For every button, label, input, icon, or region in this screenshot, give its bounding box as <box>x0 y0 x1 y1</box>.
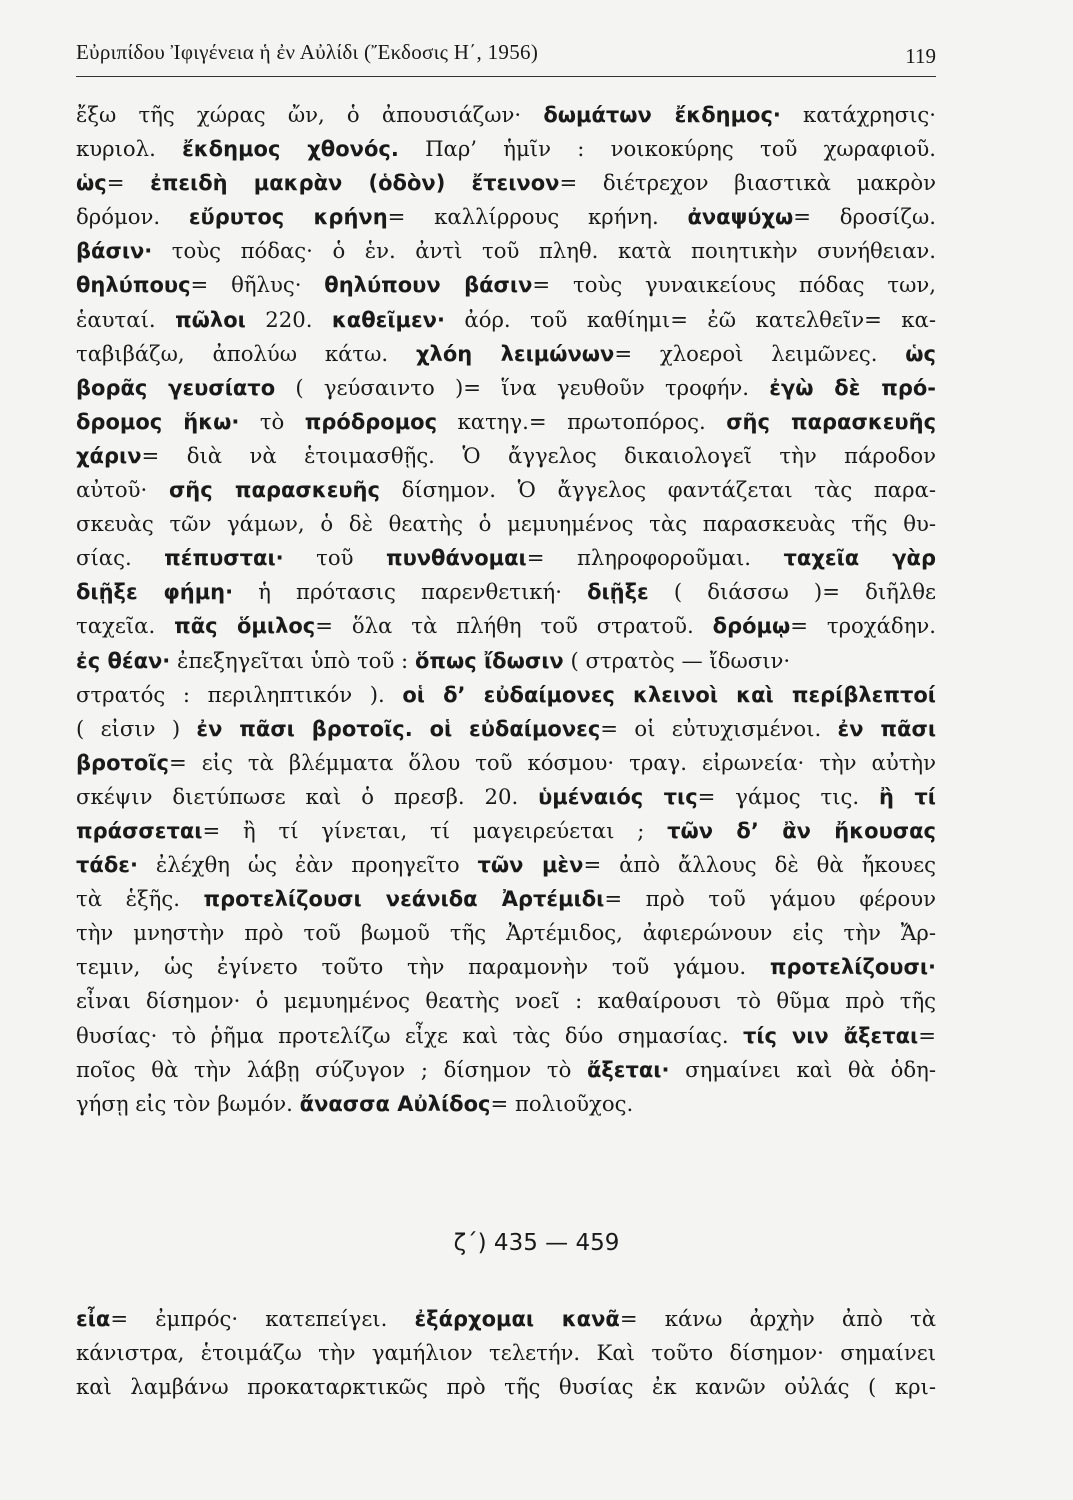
gloss: = θῆλυς· <box>190 272 325 298</box>
gloss: κατάχρησις· <box>780 102 936 127</box>
text-line <box>76 541 936 575</box>
text-line <box>76 268 936 302</box>
lemma: ἐγὼ δὲ πρό- <box>769 375 936 400</box>
gloss: = τοὺς γυναικείους πόδας των, <box>532 272 936 298</box>
gloss: = κάνω ἀρχὴν ἀπὸ τὰ <box>619 1306 936 1331</box>
gloss: = διὰ νὰ ἑτοιμασθῇς. Ὁ ἄγγελος δικαιολογεῖ τὴν πάροδον <box>141 442 936 468</box>
text-line <box>76 166 936 200</box>
text-line <box>76 337 936 371</box>
text-line <box>76 882 936 916</box>
gloss: ποῖος θὰ τὴν λάβῃ σύζυγον ; δίσημον τὸ <box>76 1056 587 1082</box>
text-line <box>76 439 936 473</box>
lemma: πέπυσται· <box>164 546 284 571</box>
lemma: εὔρυτος κρήνη <box>188 205 388 230</box>
gloss: = οἱ εὐτυχισμένοι. <box>600 715 838 741</box>
gloss: ( διάσσω )= διῆλθε <box>648 579 936 605</box>
gloss: = ἐμπρός· κατεπείγει. <box>110 1306 415 1331</box>
gloss: ἐλέχθη ὡς ἐὰν προηγεῖτο <box>137 852 478 878</box>
lemma: ἄνασσα Αὐλίδος <box>299 1091 491 1116</box>
lemma: ταχεῖα γὰρ <box>783 546 937 571</box>
text-line <box>76 575 936 609</box>
gloss: σίας. <box>76 545 165 571</box>
gloss: σημαίνει καὶ θὰ ὁδη- <box>669 1056 936 1082</box>
lemma: τάδε· <box>76 853 138 878</box>
text-line <box>76 712 936 746</box>
gloss: γήσῃ εἰς τὸν βωμόν. <box>76 1090 300 1116</box>
gloss: τοῦ <box>283 545 386 571</box>
text-line <box>76 1053 936 1087</box>
lemma: ὡς <box>76 171 107 196</box>
lemma: ὑμέναιός τις <box>538 784 698 809</box>
gloss: σκέψιν διετύπωσε καὶ ὁ πρεσβ. 20. <box>76 783 539 809</box>
gloss: = διέτρεχον βιαστικὰ μακρὸν <box>559 170 936 196</box>
lemma: βορᾶς γευσίατο <box>76 375 276 400</box>
lemma: πῶλοι <box>175 307 246 332</box>
lemma: εἶα <box>76 1307 111 1331</box>
lemma: ἔκδημος χθονός. <box>182 137 399 162</box>
text-line <box>76 98 936 132</box>
gloss: δρόμον. <box>76 204 189 230</box>
text-line <box>76 1087 936 1121</box>
gloss: ( εἰσιν ) <box>76 715 197 741</box>
gloss: = καλλίρρους κρήνη. <box>387 204 688 230</box>
lemma: ἐπειδὴ μακρὰν (ὁδὸν) ἔτεινον <box>150 171 560 196</box>
lemma: πράσσεται <box>76 818 203 843</box>
gloss: ἑαυταί. <box>76 306 176 332</box>
page-number: 119 <box>905 44 936 68</box>
lemma: προτελίζουσι νεάνιδα Ἀρτέμιδι <box>203 887 605 912</box>
lemma: ἐν πᾶσι βροτοῖς. οἱ εὐδαίμονες <box>196 716 601 741</box>
gloss: στρατός : περιληπτικόν ). <box>76 681 403 707</box>
lemma: τῶν δ’ ἂν ἤκουσας <box>667 818 936 843</box>
lemma: καθεῖμεν· <box>331 307 445 332</box>
gloss: ἡ πρότασις παρενθετική· <box>233 579 588 605</box>
lemma: χλόη λειμώνων <box>415 341 615 366</box>
lemma: ὅπως ἴδωσιν <box>414 648 564 673</box>
gloss: σκευὰς τῶν γάμων, ὁ δὲ θεατὴς ὁ μεμυημένος τὰς παρασκευὰς τῆς θυ- <box>76 511 936 537</box>
lemma: πᾶς ὅμιλος <box>174 614 316 639</box>
gloss: = ὅλα τὰ πλήθη τοῦ στρατοῦ. <box>315 613 713 639</box>
gloss: τὸ <box>239 408 305 434</box>
lemma: διῇξε <box>587 580 649 605</box>
lemma: τῶν μὲν <box>477 853 584 878</box>
gloss: = γάμος τις. <box>697 783 880 809</box>
lemma: βροτοῖς <box>76 750 169 775</box>
gloss: = χλοεροὶ λειμῶνες. <box>614 340 906 366</box>
text-line <box>76 1370 936 1404</box>
lemma: ἐς θέαν· <box>76 648 171 673</box>
gloss: τεμιν, ὡς ἐγίνετο τοῦτο τὴν παραμονὴν τοῦ γάμου. <box>76 954 770 980</box>
gloss: εἶναι δίσημον· ὁ μεμυημένος θεατὴς νοεῖ : καθαίρουσι τὸ θῦμα πρὸ τῆς <box>76 988 936 1014</box>
gloss: κατηγ.= πρωτοπόρος. <box>437 408 727 434</box>
section-heading: ζ΄) 435 — 459 <box>453 1230 620 1256</box>
commentary-body-continued <box>76 1302 936 1404</box>
lemma: θηλύπουν βάσιν <box>324 273 533 298</box>
gloss: = <box>918 1022 936 1048</box>
lemma: δωμάτων ἔκδημος· <box>543 103 781 127</box>
text-line <box>76 780 936 814</box>
lemma: διῇξε φήμη· <box>76 580 234 605</box>
text-line <box>76 1336 936 1370</box>
gloss: = ἢ τί γίνεται, τί μαγειρεύεται ; <box>202 817 668 843</box>
text-line <box>76 644 936 678</box>
lemma: τίς νιν ἄξεται <box>742 1023 919 1048</box>
lemma: σῆς παρασκευῆς <box>726 409 937 434</box>
gloss: = πρὸ τοῦ γάμου φέρουν <box>604 886 936 912</box>
gloss: = ἀπὸ ἄλλους δὲ θὰ ἤκουες <box>583 852 937 878</box>
lemma: πρόδρομος <box>304 409 438 434</box>
lemma: πυνθάνομαι <box>385 546 527 571</box>
gloss: τοὺς πόδας· ὁ ἑν. ἀντὶ τοῦ πληθ. κατὰ ποιητικὴν συνήθειαν. <box>152 238 936 264</box>
lemma: ἐξάρχομαι κανᾶ <box>414 1307 620 1331</box>
running-header <box>76 30 936 77</box>
gloss: ἀόρ. τοῦ καθίημι= ἐῶ κατελθεῖν= κα- <box>444 306 936 332</box>
text-line <box>76 609 936 643</box>
gloss: κάνιστρα, ἑτοιμάζω τὴν γαμήλιον τελετήν. Καὶ τοῦτο δίσημον· σημαίνει <box>76 1340 936 1366</box>
text-line <box>76 473 936 507</box>
lemma: δρομος ἥκω· <box>76 409 240 434</box>
text-line <box>76 132 936 166</box>
lemma: χάριν <box>76 443 142 468</box>
text-line <box>76 984 936 1018</box>
gloss: καὶ λαμβάνω προκαταρκτικῶς πρὸ τῆς θυσίας ἐκ κανῶν οὐλάς ( κρι- <box>76 1374 936 1400</box>
text-line <box>76 303 936 337</box>
gloss: ταβιβάζω, ἀπολύω κάτω. <box>76 340 416 366</box>
gloss: ( γεύσαιντο )= ἵνα γευθοῦν τροφήν. <box>275 374 770 400</box>
lemma: προτελίζουσι· <box>769 955 936 980</box>
gloss: 220. <box>245 306 332 332</box>
text-line <box>76 371 936 405</box>
gloss: θυσίας· τὸ ῥῆμα προτελίζω εἶχε καὶ τὰς δύο σημασίας. <box>76 1022 743 1048</box>
text-line <box>76 950 936 984</box>
lemma: βάσιν· <box>76 239 153 264</box>
text-line <box>76 814 936 848</box>
gloss: αὐτοῦ· <box>76 477 169 503</box>
text-line <box>76 234 936 268</box>
lemma: ἢ τί <box>879 784 936 809</box>
text-line <box>76 916 936 950</box>
gloss: = πολιοῦχος. <box>490 1090 634 1116</box>
text-line <box>76 507 936 541</box>
header-title: Εὐριπίδου Ἰφιγένεια ἡ ἐν Αὐλίδι (Ἔκδοσις Η΄, 1956) <box>76 40 539 64</box>
text-line <box>76 405 936 439</box>
gloss: τὴν μνηστὴν πρὸ τοῦ βωμοῦ τῆς Ἀρτέμιδος, ἀφιερώνουν εἰς τὴν Ἄρ- <box>76 920 936 946</box>
gloss: ταχεῖα. <box>76 613 175 639</box>
gloss: ( στρατὸς — ἴδωσιν· <box>563 647 791 673</box>
lemma: ἐν πᾶσι <box>837 716 937 741</box>
gloss: δίσημον. Ὁ ἄγγελος φαντάζεται τὰς παρα- <box>379 477 937 503</box>
text-line <box>76 746 936 780</box>
gloss: ἐπεξηγεῖται ὑπὸ τοῦ : <box>170 647 415 673</box>
commentary-body <box>76 98 936 1121</box>
lemma: δρόμῳ <box>712 614 791 639</box>
gloss: = δροσίζω. <box>793 204 936 230</box>
gloss: = πληροφοροῦμαι. <box>526 545 784 571</box>
gloss: Παρ’ ἡμῖν : νοικοκύρης τοῦ χωραφιοῦ. <box>398 136 936 162</box>
lemma: θηλύπους <box>76 273 191 298</box>
text-line <box>76 678 936 712</box>
gloss: = εἰς τὰ βλέμματα ὅλου τοῦ κόσμου· τραγ. εἰρωνεία· τὴν αὐτὴν <box>168 749 936 775</box>
lemma: ἄξεται· <box>586 1057 670 1082</box>
gloss: = <box>106 170 151 196</box>
gloss: κυριολ. <box>76 136 183 162</box>
gloss: τὰ ἑξῆς. <box>76 886 204 912</box>
text-line <box>76 848 936 882</box>
text-line <box>76 200 936 234</box>
text-line <box>76 1302 936 1336</box>
lemma: σῆς παρασκευῆς <box>168 478 380 503</box>
text-line <box>76 1019 936 1053</box>
gloss: ἔξω τῆς χώρας ὤν, ὁ ἀπουσιάζων· <box>76 102 544 127</box>
lemma: ἀναψύχω <box>687 205 794 230</box>
gloss: = τροχάδην. <box>790 613 937 639</box>
lemma: ὡς <box>905 341 936 366</box>
lemma: οἱ δ’ εὐδαίμονες κλεινοὶ καὶ περίβλεπτοί <box>402 682 936 707</box>
